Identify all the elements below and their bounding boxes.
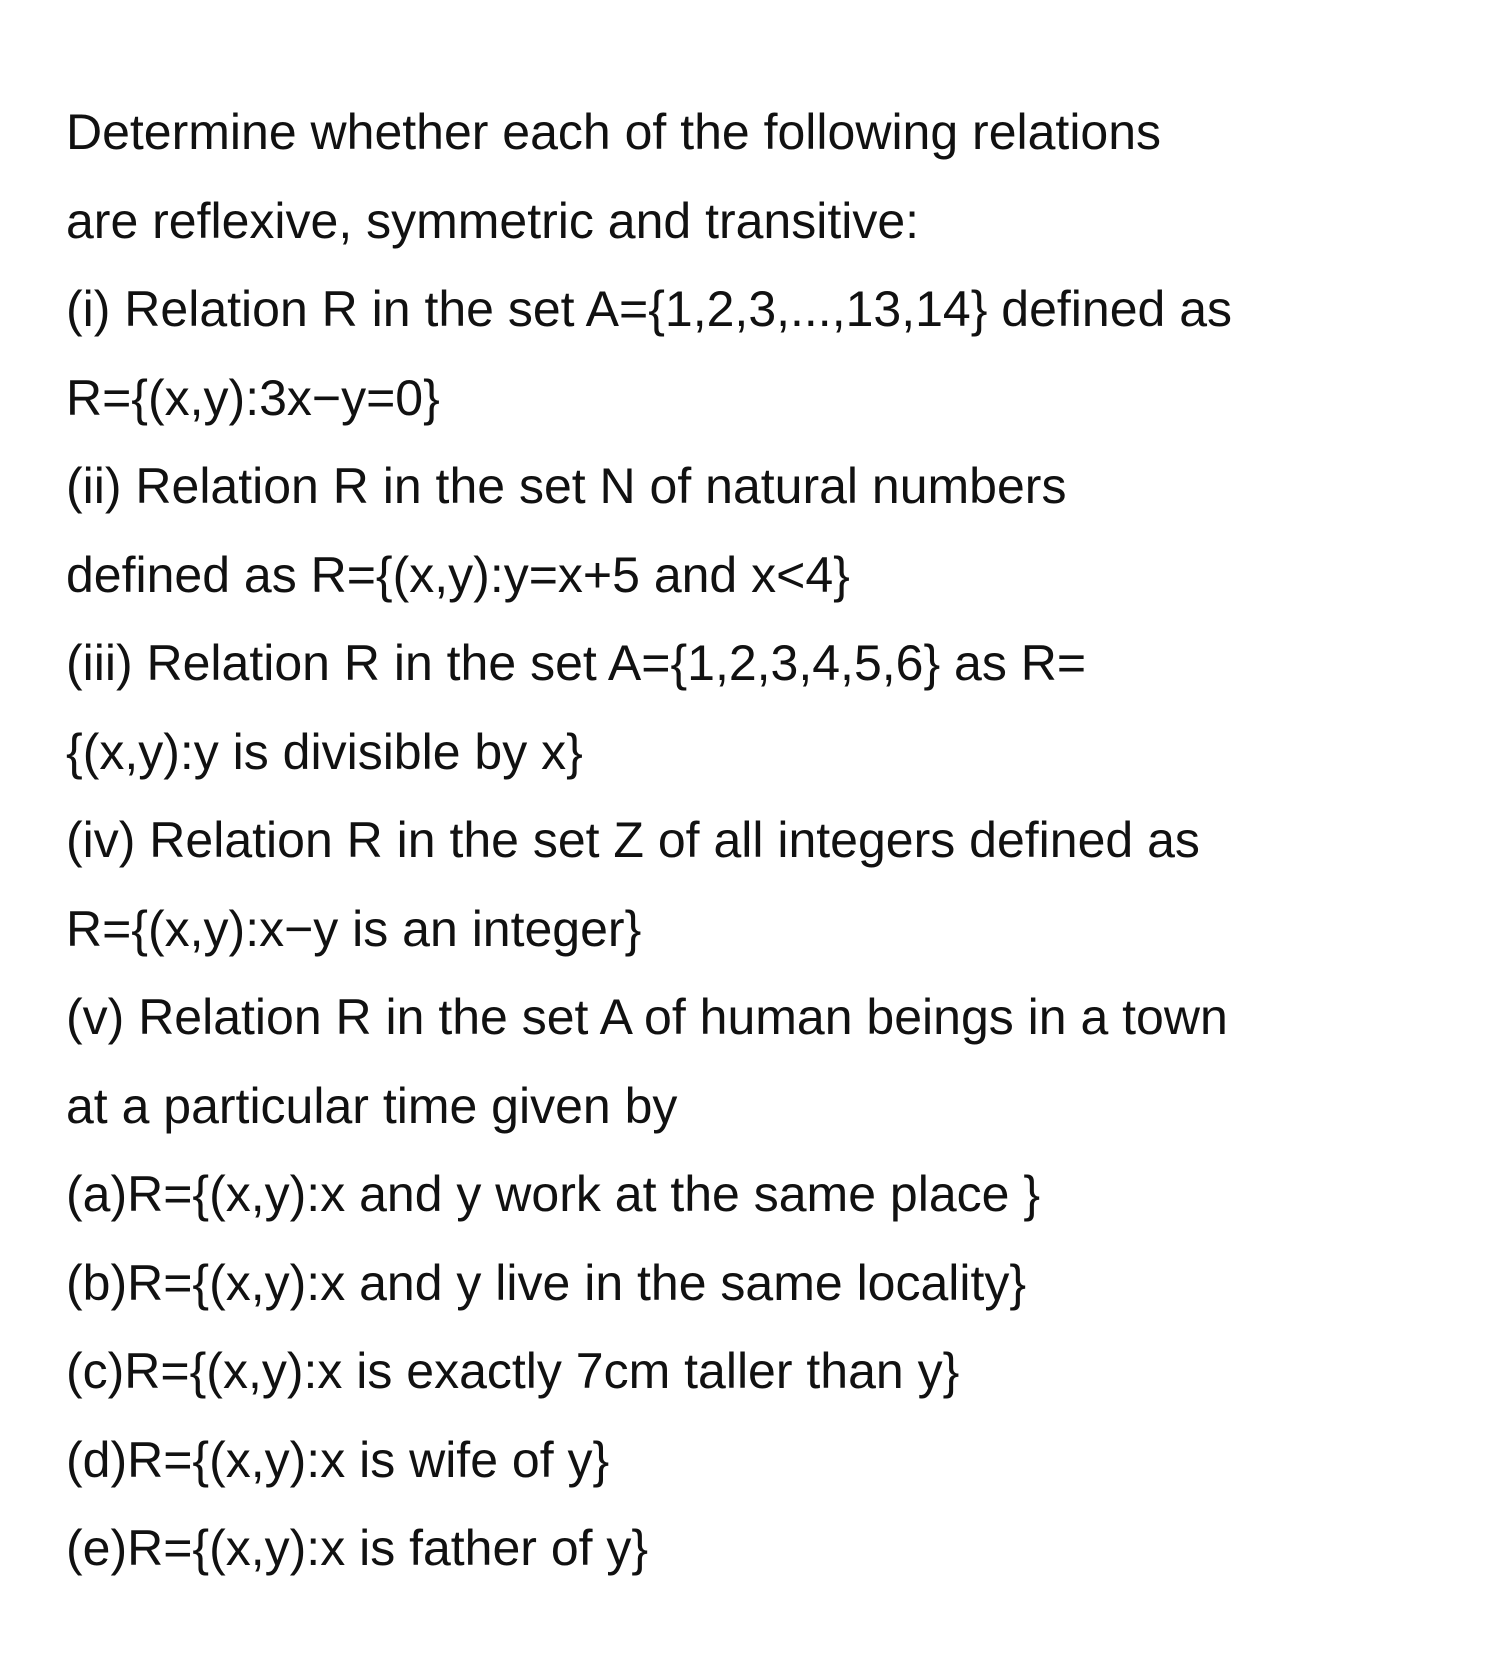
part-v-e: (e)R={(x,y):x is father of y} bbox=[66, 1520, 649, 1576]
part-iii-line-2: {(x,y):y is divisible by x} bbox=[66, 723, 583, 780]
question-text bbox=[66, 88, 1466, 1593]
question-intro-line-2: are reflexive, symmetric and transitive: bbox=[66, 192, 920, 249]
part-ii-line-2: defined as R={(x,y):y=x+5 and x<4} bbox=[66, 546, 850, 603]
part-i-line-1: (i) Relation R in the set A={1,2,3,...,13,14} defined as bbox=[66, 281, 1233, 337]
question-intro-line-1: Determine whether each of the following relations bbox=[66, 104, 1162, 160]
part-v-line-2: at a particular time given by bbox=[66, 1077, 678, 1134]
part-v-c: (c)R={(x,y):x is exactly 7cm taller than y} bbox=[66, 1343, 960, 1399]
part-i-line-2: R={(x,y):3x−y=0} bbox=[66, 369, 440, 426]
part-iv-line-2: R={(x,y):x−y is an integer} bbox=[66, 900, 642, 957]
part-v-line-1: (v) Relation R in the set A of human beings in a town bbox=[66, 989, 1228, 1045]
part-ii-line-1: (ii) Relation R in the set N of natural numbers bbox=[66, 458, 1067, 514]
part-iii-line-1: (iii) Relation R in the set A={1,2,3,4,5,6} as R= bbox=[66, 635, 1087, 691]
part-v-a: (a)R={(x,y):x and y work at the same place } bbox=[66, 1166, 1041, 1222]
part-v-d: (d)R={(x,y):x is wife of y} bbox=[66, 1431, 610, 1488]
part-v-b: (b)R={(x,y):x and y live in the same locality} bbox=[66, 1254, 1027, 1311]
part-iv-line-1: (iv) Relation R in the set Z of all integers defined as bbox=[66, 812, 1200, 868]
